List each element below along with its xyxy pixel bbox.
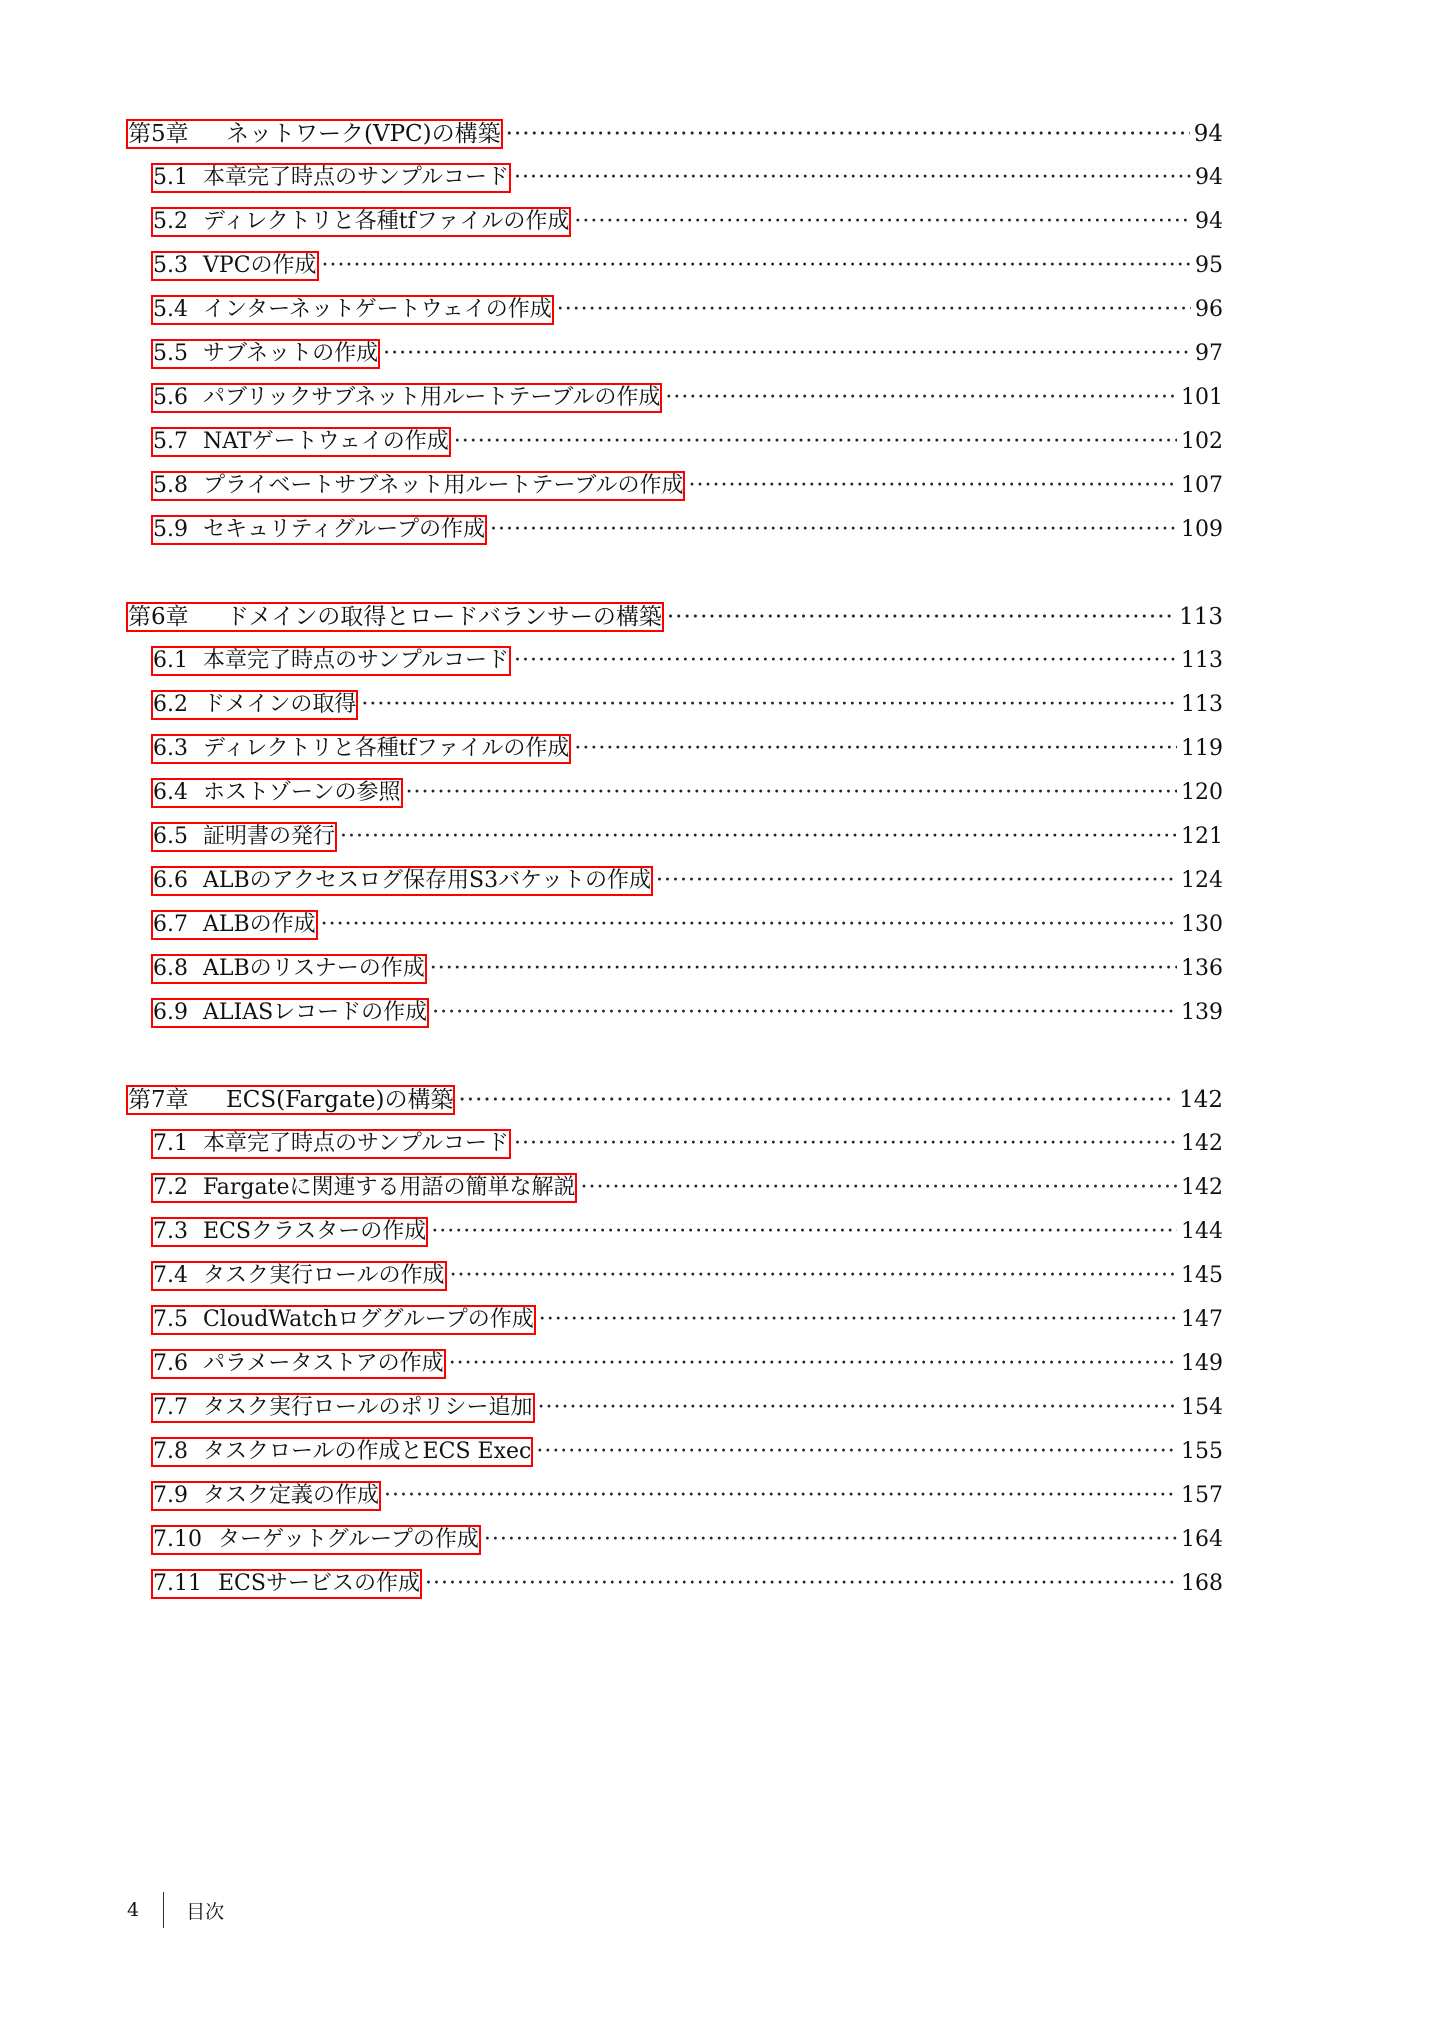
toc-section-title: プライベートサブネット用ルートテーブルの作成	[203, 473, 684, 498]
dot-leader	[383, 332, 1191, 376]
dot-leader	[361, 683, 1177, 727]
toc-section-page-number: 109	[1181, 517, 1223, 542]
toc-section-link-0-2[interactable]	[152, 252, 318, 280]
toc-section-row-2-10	[127, 1562, 1223, 1606]
toc-section-row-1-5	[127, 859, 1223, 903]
toc-section-row-1-1	[127, 683, 1223, 727]
toc-section-row-0-7	[127, 464, 1223, 508]
toc-section-page-number: 97	[1195, 341, 1223, 366]
toc-section-row-2-3	[127, 1254, 1223, 1298]
toc-chapter-title: ECS(Fargate)の構築	[226, 1087, 454, 1113]
toc-section-page-number: 139	[1181, 1000, 1223, 1025]
toc-section-page-number: 102	[1181, 429, 1223, 454]
toc-section-link-0-5[interactable]	[152, 384, 661, 412]
dot-leader	[539, 1298, 1177, 1342]
toc-section-link-1-2[interactable]	[152, 735, 570, 763]
dot-leader	[321, 903, 1177, 947]
dot-leader	[406, 771, 1177, 815]
dot-leader	[557, 288, 1191, 332]
toc-section-row-2-1	[127, 1166, 1223, 1210]
toc-section-page-number: 157	[1181, 1483, 1223, 1508]
toc-section-page-number: 155	[1181, 1439, 1223, 1464]
toc-chapter-row-2	[127, 1078, 1223, 1122]
toc-section-row-1-2	[127, 727, 1223, 771]
toc-section-title: ECSクラスターの作成	[203, 1219, 427, 1244]
toc-section-link-0-6[interactable]	[152, 428, 450, 456]
toc-section-title: 本章完了時点のサンプルコード	[203, 648, 510, 673]
toc-section-number: 6.6	[153, 868, 188, 893]
toc-section-number: 6.1	[153, 648, 188, 673]
toc-section-link-0-3[interactable]	[152, 296, 553, 324]
toc-chapter-number: 第6章	[128, 604, 189, 630]
toc-section-link-1-1[interactable]	[152, 691, 357, 719]
toc-section-link-0-7[interactable]	[152, 472, 684, 500]
toc-section-title: タスク定義の作成	[203, 1483, 380, 1508]
toc-section-number: 6.7	[153, 912, 188, 937]
toc-section-number: 7.8	[153, 1439, 188, 1464]
toc-section-row-2-6	[127, 1386, 1223, 1430]
dot-leader	[514, 156, 1191, 200]
toc-section-page-number: 121	[1181, 824, 1223, 849]
toc-section-title: サブネットの作成	[203, 341, 379, 366]
toc-section-title: 本章完了時点のサンプルコード	[203, 165, 510, 190]
toc-section-number: 7.2	[153, 1175, 188, 1200]
dot-leader	[432, 991, 1177, 1035]
toc-section-number: 6.8	[153, 956, 188, 981]
toc-section-page-number: 94	[1195, 209, 1223, 234]
toc-section-title: タスクロールの作成とECS Exec	[203, 1439, 532, 1464]
toc-section-title: セキュリティグループの作成	[203, 517, 486, 542]
toc-section-title: ドメインの取得	[203, 692, 357, 717]
toc-section-row-1-3	[127, 771, 1223, 815]
footer-divider	[163, 1892, 164, 1928]
toc-section-title: パブリックサブネット用ルートテーブルの作成	[203, 385, 661, 410]
toc-section-row-2-0	[127, 1122, 1223, 1166]
toc-section-link-1-8[interactable]	[152, 999, 428, 1027]
toc-section-title: 証明書の発行	[203, 824, 336, 849]
toc-section-link-2-6[interactable]	[152, 1394, 534, 1422]
toc-section-page-number: 95	[1195, 253, 1223, 278]
toc-section-link-1-3[interactable]	[152, 779, 402, 807]
toc-section-number: 5.7	[153, 429, 188, 454]
toc-section-number: 6.4	[153, 780, 188, 805]
toc-section-number: 7.7	[153, 1395, 188, 1420]
toc-section-page-number: 119	[1181, 736, 1223, 761]
toc-chapter-page-number: 113	[1179, 604, 1223, 630]
toc-chapter-page-number: 94	[1193, 121, 1223, 147]
toc-section-row-2-9	[127, 1518, 1223, 1562]
dot-leader	[688, 464, 1177, 508]
toc-section-title: ALBのリスナーの作成	[203, 956, 425, 981]
toc-section-row-1-4	[127, 815, 1223, 859]
toc-section-number: 5.2	[153, 209, 188, 234]
dot-leader	[340, 815, 1177, 859]
toc-section-row-2-7	[127, 1430, 1223, 1474]
toc-section-number: 7.1	[153, 1131, 188, 1156]
toc-section-page-number: 145	[1181, 1263, 1223, 1288]
toc-section-row-2-8	[127, 1474, 1223, 1518]
toc-section-link-2-9[interactable]	[152, 1526, 480, 1554]
toc-section-page-number: 113	[1181, 692, 1223, 717]
toc-section-link-1-0[interactable]	[152, 647, 510, 675]
toc-section-title: 本章完了時点のサンプルコード	[203, 1131, 510, 1156]
toc-section-row-0-6	[127, 420, 1223, 464]
toc-chapter-number: 第7章	[128, 1087, 189, 1113]
toc-section-page-number: 149	[1181, 1351, 1223, 1376]
dot-leader	[484, 1518, 1177, 1562]
toc-section-row-0-1	[127, 200, 1223, 244]
toc-section-row-1-6	[127, 903, 1223, 947]
toc-chapter-page-number: 142	[1179, 1087, 1223, 1113]
toc-chapter-number: 第5章	[128, 121, 189, 147]
toc-section-link-1-7[interactable]	[152, 955, 426, 983]
dot-leader	[322, 244, 1191, 288]
toc-section-row-2-5	[127, 1342, 1223, 1386]
toc-section-title: ディレクトリと各種tfファイルの作成	[203, 736, 570, 761]
toc-section-number: 7.10	[153, 1527, 202, 1552]
toc-section-row-0-5	[127, 376, 1223, 420]
toc-section-link-0-0[interactable]	[152, 164, 510, 192]
toc-section-page-number: 136	[1181, 956, 1223, 981]
toc-section-row-1-0	[127, 639, 1223, 683]
toc-section-title: タスク実行ロールの作成	[203, 1263, 445, 1288]
toc-section-page-number: 147	[1181, 1307, 1223, 1332]
toc-section-title: NATゲートウェイの作成	[203, 429, 449, 454]
toc-section-row-1-7	[127, 947, 1223, 991]
toc-chapter-title: ネットワーク(VPC)の構築	[226, 121, 501, 147]
toc-chapter-title: ドメインの取得とロードバランサーの構築	[226, 604, 662, 630]
toc-section-title: タスク実行ロールのポリシー追加	[203, 1395, 533, 1420]
dot-leader	[450, 1254, 1177, 1298]
dot-leader	[656, 859, 1177, 903]
dot-leader	[454, 420, 1177, 464]
toc-section-number: 6.2	[153, 692, 188, 717]
dot-leader	[514, 1122, 1177, 1166]
dot-leader	[580, 1166, 1177, 1210]
toc-section-number: 5.3	[153, 253, 188, 278]
dot-leader	[536, 1430, 1177, 1474]
table-of-contents	[127, 112, 1223, 1649]
toc-section-title: ALBの作成	[203, 912, 316, 937]
toc-chapter-link-1[interactable]	[127, 603, 663, 631]
toc-chapter-row-1	[127, 595, 1223, 639]
toc-section-row-2-2	[127, 1210, 1223, 1254]
toc-section-title: ALBのアクセスログ保存用S3バケットの作成	[203, 868, 651, 893]
dot-leader	[667, 595, 1175, 639]
toc-section-link-2-2[interactable]	[152, 1218, 427, 1246]
toc-section-title: ECSサービスの作成	[218, 1571, 420, 1596]
toc-section-number: 5.5	[153, 341, 188, 366]
dot-leader	[490, 508, 1177, 552]
toc-section-page-number: 142	[1181, 1131, 1223, 1156]
dot-leader	[514, 639, 1177, 683]
toc-section-page-number: 142	[1181, 1175, 1223, 1200]
toc-section-number: 7.3	[153, 1219, 188, 1244]
toc-section-number: 7.9	[153, 1483, 188, 1508]
toc-section-title: Fargateに関連する用語の簡単な解説	[203, 1175, 576, 1200]
toc-section-link-2-4[interactable]	[152, 1306, 535, 1334]
toc-section-number: 6.3	[153, 736, 188, 761]
toc-section-row-0-0	[127, 156, 1223, 200]
dot-leader	[574, 727, 1177, 771]
toc-section-link-2-8[interactable]	[152, 1482, 380, 1510]
toc-section-page-number: 113	[1181, 648, 1223, 673]
toc-chapter-list	[127, 112, 1223, 1606]
toc-chapter-link-2[interactable]	[127, 1086, 454, 1114]
toc-section-title: ターゲットグループの作成	[218, 1527, 479, 1552]
toc-section-number: 7.6	[153, 1351, 188, 1376]
toc-section-link-2-0[interactable]	[152, 1130, 510, 1158]
toc-section-page-number: 96	[1195, 297, 1223, 322]
dot-leader	[449, 1342, 1177, 1386]
toc-chapter-block	[127, 1078, 1223, 1606]
toc-chapter-link-0[interactable]	[127, 120, 502, 148]
toc-section-title: ALIASレコードの作成	[203, 1000, 428, 1025]
toc-section-number: 6.9	[153, 1000, 188, 1025]
toc-section-link-0-4[interactable]	[152, 340, 379, 368]
toc-section-number: 7.5	[153, 1307, 188, 1332]
dot-leader	[458, 1078, 1175, 1122]
toc-section-title: VPCの作成	[203, 253, 317, 278]
dot-leader	[665, 376, 1177, 420]
toc-section-page-number: 154	[1181, 1395, 1223, 1420]
toc-section-title: CloudWatchロググループの作成	[203, 1307, 534, 1332]
toc-section-number: 5.4	[153, 297, 188, 322]
toc-section-link-2-10[interactable]	[152, 1570, 421, 1598]
toc-section-page-number: 168	[1181, 1571, 1223, 1596]
toc-section-page-number: 130	[1181, 912, 1223, 937]
toc-section-link-0-8[interactable]	[152, 516, 486, 544]
toc-section-number: 6.5	[153, 824, 188, 849]
toc-section-number: 5.9	[153, 517, 188, 542]
toc-section-link-2-3[interactable]	[152, 1262, 446, 1290]
toc-section-number: 7.11	[153, 1571, 202, 1596]
toc-chapter-row-0	[127, 112, 1223, 156]
toc-section-row-0-3	[127, 288, 1223, 332]
footer-page-number: 4	[127, 1899, 140, 1921]
toc-section-link-2-1[interactable]	[152, 1174, 576, 1202]
toc-section-title: パラメータストアの作成	[203, 1351, 444, 1376]
toc-chapter-block	[127, 112, 1223, 552]
toc-section-link-1-6[interactable]	[152, 911, 317, 939]
toc-section-row-2-4	[127, 1298, 1223, 1342]
dot-leader	[430, 947, 1177, 991]
toc-section-title: インターネットゲートウェイの作成	[203, 297, 552, 322]
toc-section-page-number: 120	[1181, 780, 1223, 805]
toc-section-link-1-5[interactable]	[152, 867, 652, 895]
toc-section-page-number: 164	[1181, 1527, 1223, 1552]
footer-label: 目次	[186, 1900, 225, 1923]
dot-leader	[574, 200, 1191, 244]
toc-section-row-0-2	[127, 244, 1223, 288]
toc-section-link-1-4[interactable]	[152, 823, 336, 851]
toc-section-page-number: 107	[1181, 473, 1223, 498]
toc-section-page-number: 124	[1181, 868, 1223, 893]
toc-section-row-1-8	[127, 991, 1223, 1035]
page-footer	[127, 1888, 224, 1932]
dot-leader	[425, 1562, 1177, 1606]
toc-section-link-2-5[interactable]	[152, 1350, 445, 1378]
toc-chapter-block	[127, 595, 1223, 1035]
toc-section-number: 5.1	[153, 165, 188, 190]
dot-leader	[506, 112, 1190, 156]
toc-section-row-0-8	[127, 508, 1223, 552]
toc-section-row-0-4	[127, 332, 1223, 376]
toc-section-title: ホストゾーンの参照	[203, 780, 401, 805]
toc-section-link-2-7[interactable]	[152, 1438, 532, 1466]
dot-leader	[538, 1386, 1177, 1430]
toc-section-page-number: 144	[1181, 1219, 1223, 1244]
dot-leader	[384, 1474, 1177, 1518]
toc-section-title: ディレクトリと各種tfファイルの作成	[203, 209, 570, 234]
toc-section-link-0-1[interactable]	[152, 208, 570, 236]
toc-section-number: 5.8	[153, 473, 188, 498]
toc-section-number: 5.6	[153, 385, 188, 410]
toc-section-page-number: 101	[1181, 385, 1223, 410]
dot-leader	[431, 1210, 1177, 1254]
toc-section-page-number: 94	[1195, 165, 1223, 190]
toc-section-number: 7.4	[153, 1263, 188, 1288]
